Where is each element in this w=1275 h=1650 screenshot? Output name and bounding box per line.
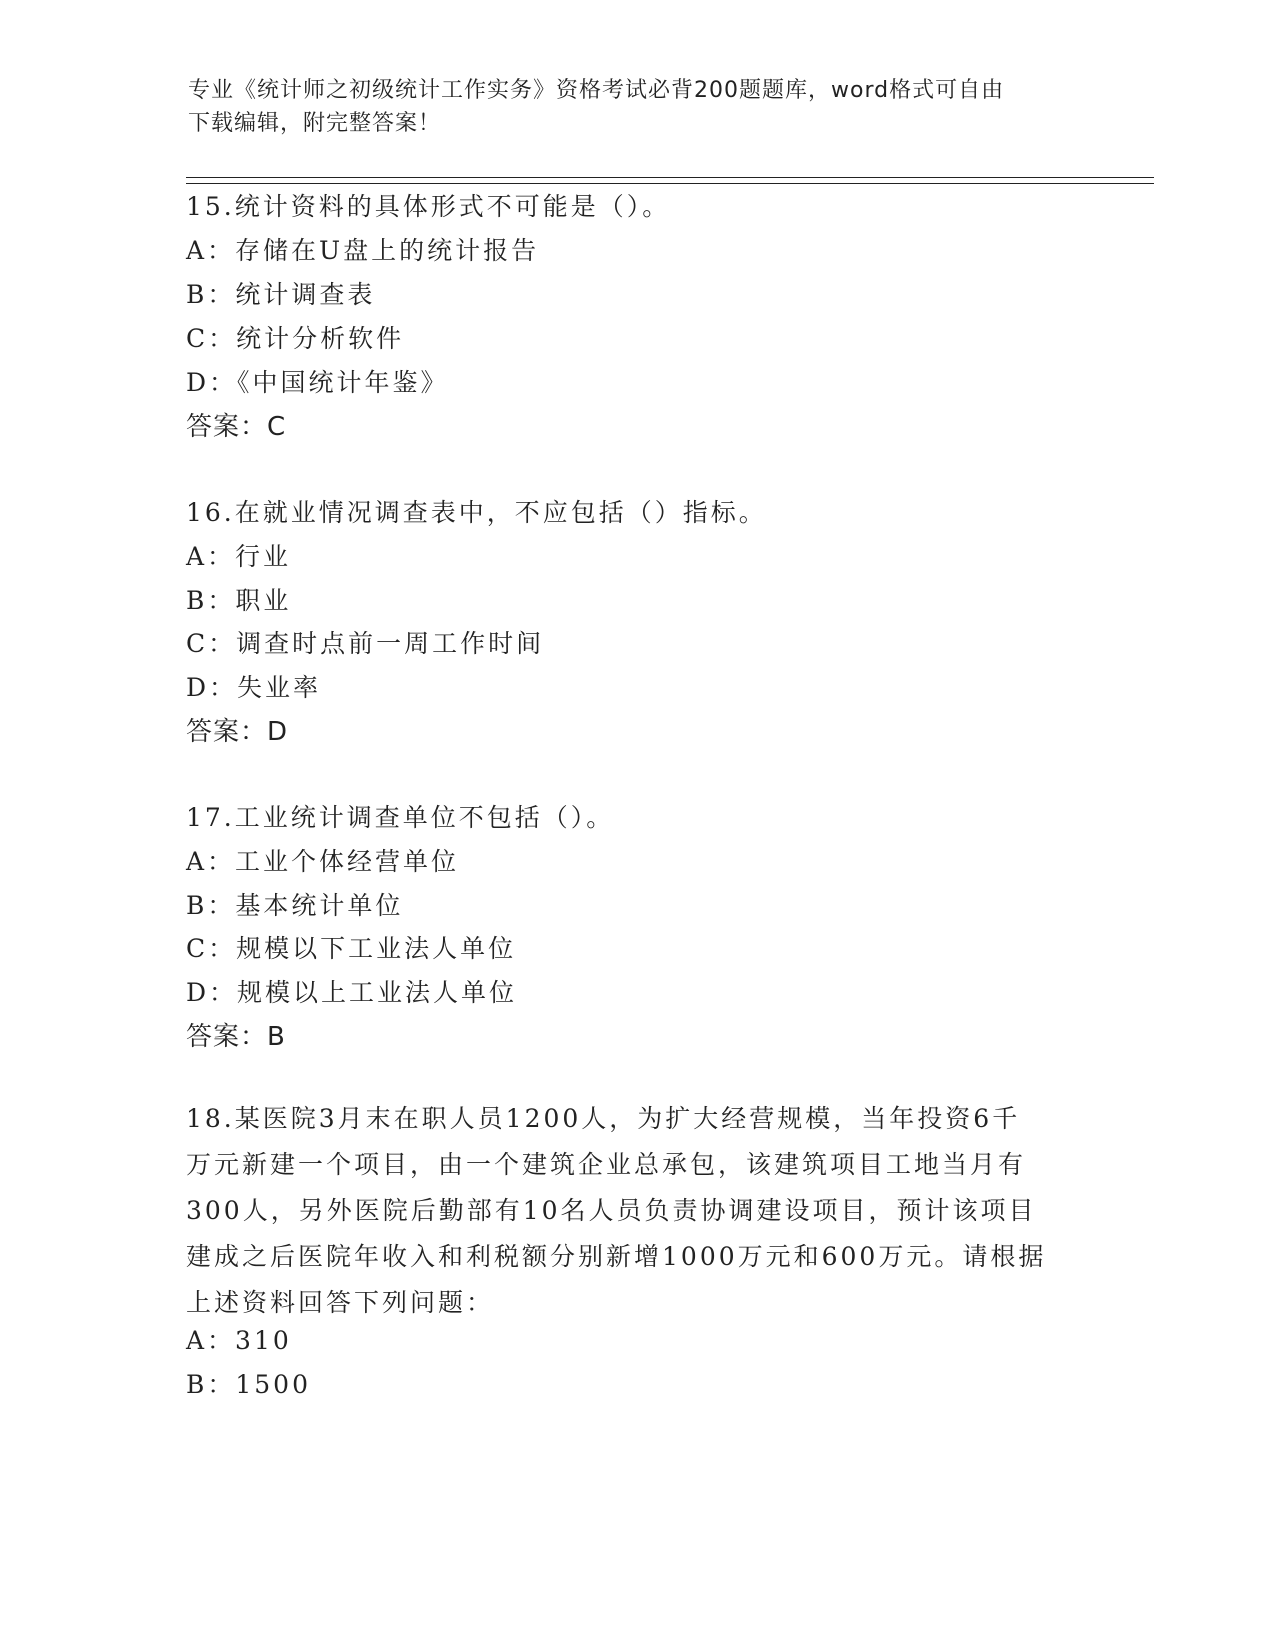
question-17-stem: 17.工业统计调查单位不包括（）。 xyxy=(186,803,615,832)
question-18-option-a: A：310 xyxy=(186,1326,292,1355)
header-line-2: 下载编辑，附完整答案！ xyxy=(188,111,442,136)
question-17-option-b: B：基本统计单位 xyxy=(186,891,404,920)
question-18-stem-line-4: 建成之后医院年收入和利税额分别新增1000万元和600万元。请根据 xyxy=(186,1242,1047,1271)
question-15-answer: 答案：C xyxy=(186,412,287,442)
question-16-option-c: C：调查时点前一周工作时间 xyxy=(186,629,545,658)
question-18-stem-line-5: 上述资料回答下列问题： xyxy=(186,1288,495,1317)
question-18-stem-line-3: 300人，另外医院后勤部有10名人员负责协调建设项目，预计该项目 xyxy=(186,1196,1037,1225)
question-16-option-b: B：职业 xyxy=(186,586,292,615)
question-18-stem-line-1: 18.某医院3月末在职人员1200人，为扩大经营规模，当年投资6千 xyxy=(186,1104,1021,1133)
question-16-answer: 答案：D xyxy=(186,717,289,747)
question-15-option-d: D：《中国统计年鉴》 xyxy=(186,368,449,397)
header-divider-bottom xyxy=(186,183,1154,184)
question-18-stem-line-2: 万元新建一个项目，由一个建筑企业总承包，该建筑项目工地当月有 xyxy=(186,1150,1027,1179)
header-divider-top xyxy=(186,177,1154,178)
question-17-answer: 答案：B xyxy=(186,1022,286,1052)
question-18-stem xyxy=(186,1096,1076,1326)
question-16-option-d: D：失业率 xyxy=(186,673,322,702)
question-17-option-d: D：规模以上工业法人单位 xyxy=(186,978,518,1007)
question-15-option-a: A：存储在U盘上的统计报告 xyxy=(186,236,540,265)
question-15-option-b: B：统计调查表 xyxy=(186,280,376,309)
question-16-option-a: A：行业 xyxy=(186,542,292,571)
question-15-stem: 15.统计资料的具体形式不可能是（）。 xyxy=(186,192,671,221)
question-17-option-c: C：规模以下工业法人单位 xyxy=(186,934,517,963)
document-header xyxy=(188,74,1088,140)
question-15-option-c: C：统计分析软件 xyxy=(186,324,405,353)
question-18-option-b: B：1500 xyxy=(186,1370,311,1399)
header-line-1: 专业《统计师之初级统计工作实务》资格考试必背200题题库，word格式可自由 xyxy=(188,78,1005,103)
question-16-stem: 16.在就业情况调查表中，不应包括（）指标。 xyxy=(186,498,767,527)
question-17-option-a: A：工业个体经营单位 xyxy=(186,847,460,876)
